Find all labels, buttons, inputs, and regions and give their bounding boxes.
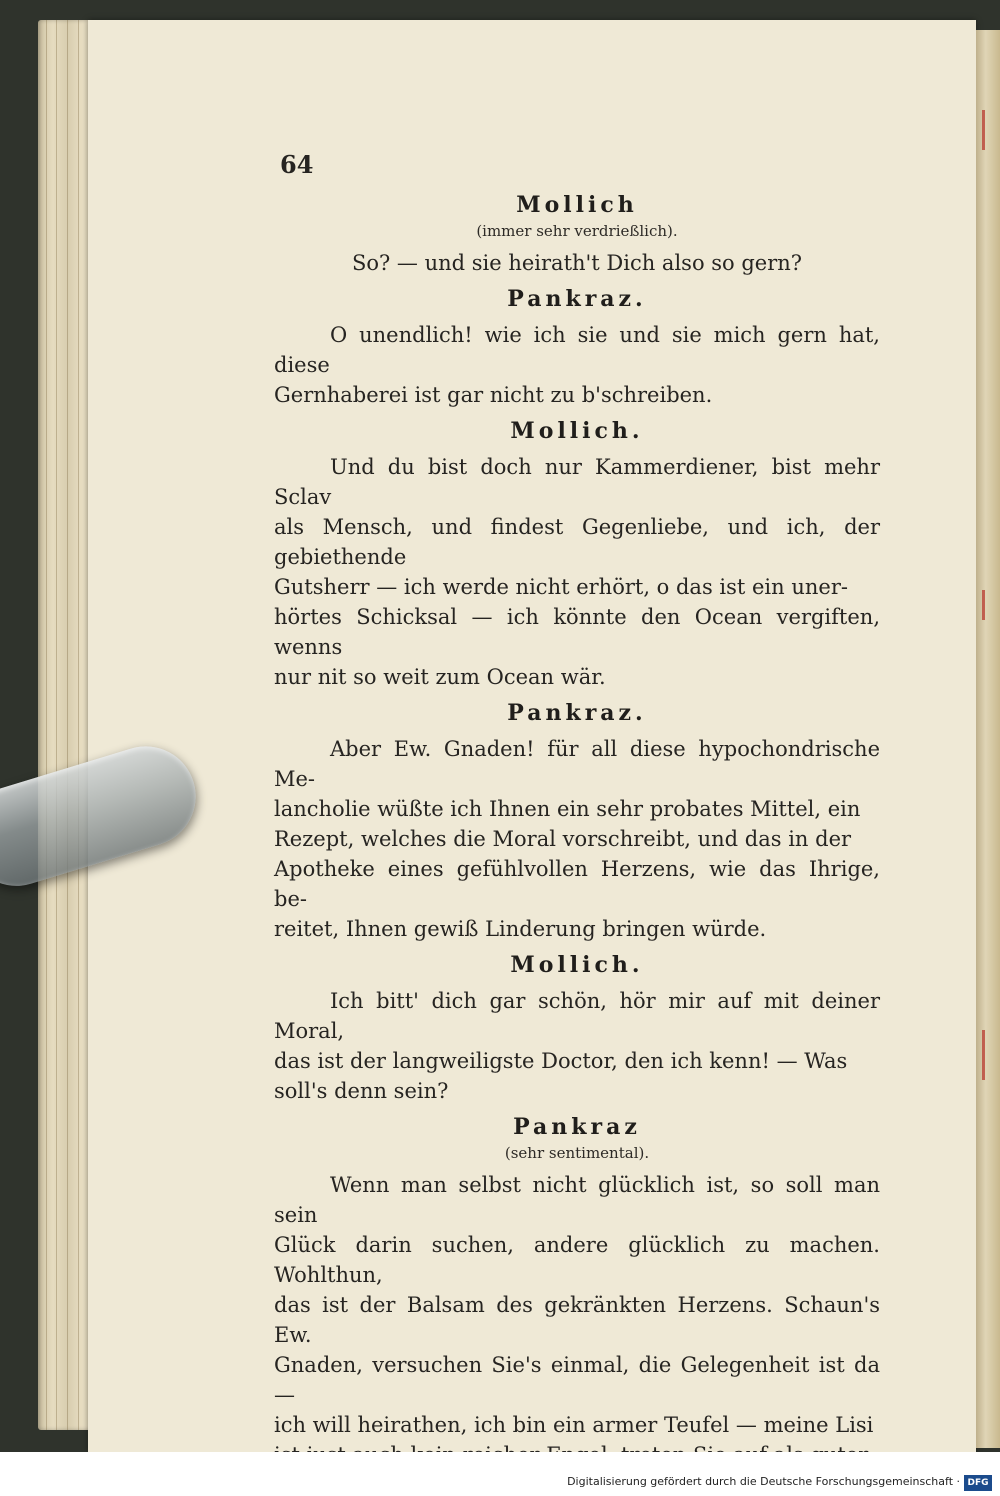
speech-paragraph bbox=[274, 986, 880, 1106]
text-line: Ich bitt' dich gar schön, hör mir auf mit deiner Moral, bbox=[274, 989, 880, 1043]
speech-paragraph bbox=[274, 320, 880, 410]
speaker-name: Pankraz bbox=[513, 1114, 641, 1140]
speech-block bbox=[274, 284, 880, 410]
speech-block bbox=[274, 698, 880, 944]
text-line: Rezept, welches die Moral vorschreibt, und das in der bbox=[274, 827, 852, 851]
speech-paragraph bbox=[274, 734, 880, 944]
text-line: ich will heirathen, ich bin ein armer Teufel — meine Lisi bbox=[274, 1413, 874, 1437]
text-line: soll's denn sein? bbox=[274, 1079, 449, 1103]
text-line: nur nit so weit zum Ocean wär. bbox=[274, 665, 606, 689]
footer-bar bbox=[0, 1452, 1000, 1496]
speech-block bbox=[274, 1112, 880, 1470]
speech-block bbox=[274, 950, 880, 1106]
speech-block bbox=[274, 416, 880, 692]
speech-paragraph bbox=[274, 452, 880, 692]
text-line: Gnaden, versuchen Sie's einmal, die Gelegenheit ist da — bbox=[274, 1353, 880, 1407]
text-line: das ist der Balsam des gekränkten Herzens. Schaun's Ew. bbox=[274, 1293, 880, 1347]
text-line: Und du bist doch nur Kammerdiener, bist mehr Sclav bbox=[274, 455, 880, 509]
stage-direction: (sehr sentimental). bbox=[504, 1144, 650, 1162]
text-line: So? — und sie heirath't Dich also so gern? bbox=[351, 251, 803, 275]
speaker-name: Pankraz. bbox=[507, 286, 647, 312]
text-line: lancholie wüßte ich Ihnen ein sehr probates Mittel, ein bbox=[274, 797, 861, 821]
text-line: hörtes Schicksal — ich könnte den Ocean vergiften, wenns bbox=[274, 605, 880, 659]
footer-credit: Digitalisierung gefördert durch die Deutsche Forschungsgemeinschaft · bbox=[567, 1475, 960, 1488]
text-line: als Mensch, und findest Gegenliebe, und ich, der gebiethende bbox=[274, 515, 880, 569]
speaker-name: Mollich bbox=[516, 192, 638, 218]
dfg-logo-icon: DFG bbox=[964, 1475, 992, 1491]
speaker-name: Mollich. bbox=[510, 952, 644, 978]
text-line: reitet, Ihnen gewiß Linderung bringen würde. bbox=[274, 917, 767, 941]
speaker-name: Pankraz. bbox=[507, 700, 647, 726]
text-line: Glück darin suchen, andere glücklich zu machen. Wohlthun, bbox=[274, 1233, 880, 1287]
speech-paragraph bbox=[274, 248, 880, 278]
text-line: das ist der langweiligste Doctor, den ich kenn! — Was bbox=[274, 1049, 848, 1073]
speaker-name: Mollich. bbox=[510, 418, 644, 444]
speech-block bbox=[274, 190, 880, 278]
text-line: Wenn man selbst nicht glücklich ist, so soll man sein bbox=[274, 1173, 880, 1227]
text-line: Gutsherr — ich werde nicht erhört, o das ist ein uner- bbox=[274, 575, 848, 599]
next-page-edge bbox=[976, 30, 1000, 1448]
text-line: Gernhaberei ist gar nicht zu b'schreiben. bbox=[274, 383, 713, 407]
stage-direction: (immer sehr verdrießlich). bbox=[476, 222, 678, 240]
text-line: Apotheke eines gefühlvollen Herzens, wie das Ihrige, be- bbox=[274, 857, 880, 911]
text-line: O unendlich! wie ich sie und sie mich gern hat, diese bbox=[274, 323, 880, 377]
page-text bbox=[274, 190, 880, 1470]
page-number: 64 bbox=[280, 150, 314, 179]
text-line: Aber Ew. Gnaden! für all diese hypochondrische Me- bbox=[274, 737, 880, 791]
speech-paragraph bbox=[274, 1170, 880, 1470]
